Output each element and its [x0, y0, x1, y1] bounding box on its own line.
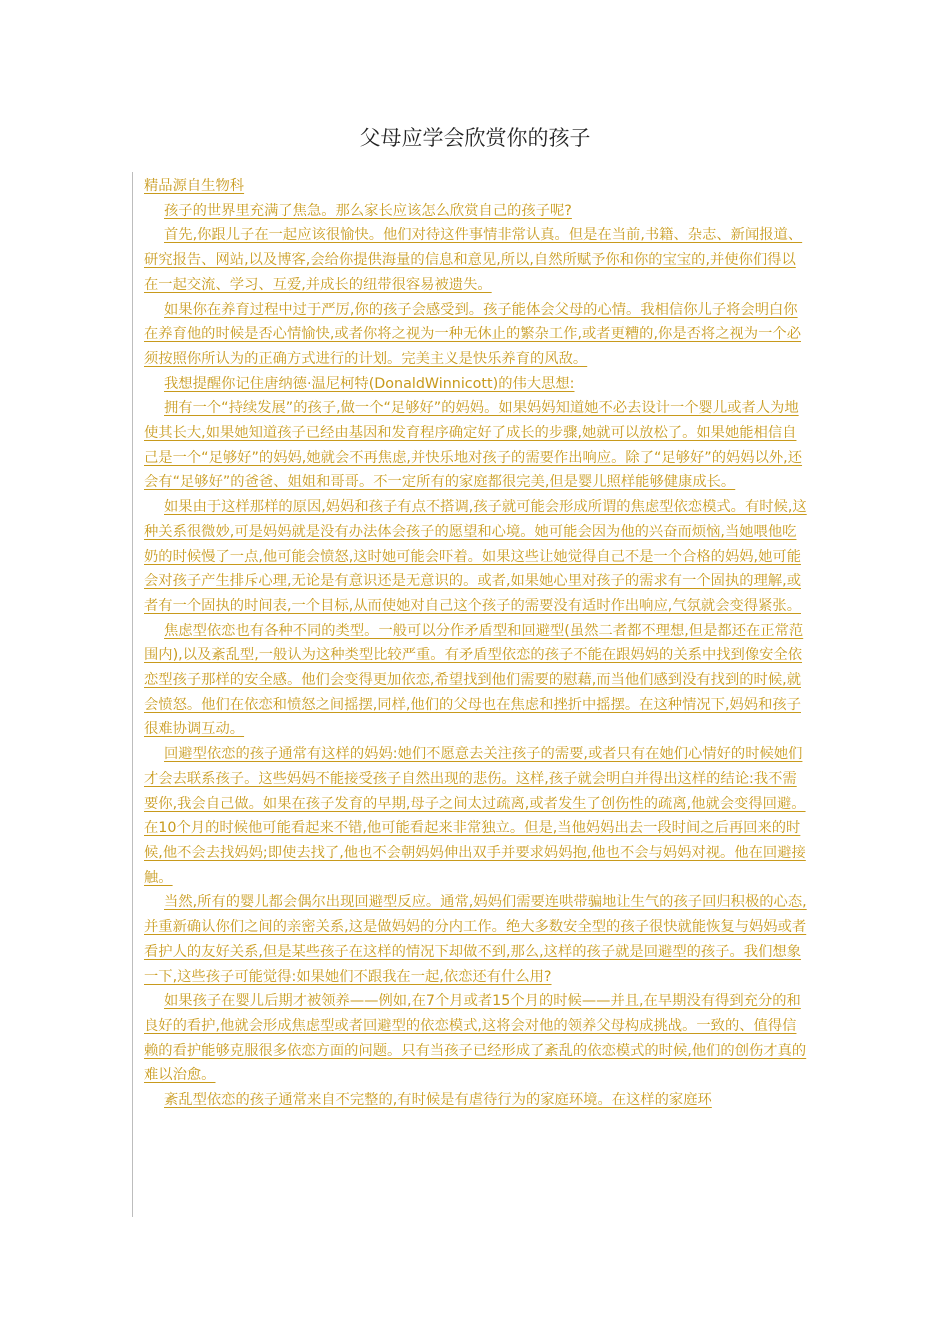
article-body — [144, 173, 808, 1113]
paragraph: 孩子的世界里充满了焦急。那么家长应该怎么欣赏自己的孩子呢? — [164, 202, 572, 219]
paragraph: 如果你在养育过程中过于严厉,你的孩子会感受到。孩子能体会父母的心情。我相信你儿子将会明白你在养育他的时候是否心情愉快,或者你将之视为一种无休止的繁杂工作,或者更糟的,你是否将之视为一个必须按照你所认为的正确方式进行的计划。完美主义是快乐养育的风敌。 — [144, 301, 801, 367]
paragraph: 焦虑型依恋也有各种不同的类型。一般可以分作矛盾型和回避型(虽然二者都不理想,但是都还在正常范围内),以及紊乱型,一般认为这种类型比较严重。有矛盾型依恋的孩子不能在跟妈妈的关系中找到像安全依恋型孩子那样的安全感。他们会变得更加依恋,希望找到他们需要的慰藉,而当他们感到没有找到的时候,就会愤怒。他们在依恋和愤怒之间摇摆,同样,他们的父母也在焦虑和挫折中摇摆。在这种情况下,妈妈和孩子很难协调互动。 — [144, 622, 804, 738]
source-line: 精品源自生物科 — [144, 178, 245, 194]
document-title: 父母应学会欣赏你的孩子 — [359, 126, 591, 150]
paragraph: 我想提醒你记住唐纳德·温尼柯特(DonaldWinnicott)的伟大思想: — [164, 375, 575, 392]
paragraph: 如果孩子在婴儿后期才被领养——例如,在7个月或者15个月的时候——并且,在早期没有得到充分的和良好的看护,他就会形成焦虑型或者回避型的依恋模式,这将会对他的领养父母构成挑战。一致的、值得信赖的看护能够克服很多依恋方面的问题。只有当孩子已经形成了紊乱的依恋模式的时候,他们的创伤才真的难以治愈。 — [144, 993, 807, 1084]
left-border-line — [132, 172, 133, 1217]
paragraph: 当然,所有的婴儿都会偶尔出现回避型反应。通常,妈妈们需要连哄带骗地让生气的孩子回归积极的心态,并重新确认你们之间的亲密关系,这是做妈妈的分内工作。绝大多数安全型的孩子很快就能恢复与妈妈或者看护人的友好关系,但是某些孩子在这样的情况下却做不到,那么,这样的孩子就是回避型的孩子。我们想象一下,这些孩子可能觉得:如果她们不跟我在一起,依恋还有什么用? — [144, 894, 807, 985]
paragraph: 首先,你跟儿子在一起应该很愉快。他们对待这件事情非常认真。但是在当前,书籍、杂志、新闻报道、研究报告、网站,以及博客,会给你提供海量的信息和意见,所以,自然所赋予你和你的宝宝的,并使你们得以在一起交流、学习、互爱,并成长的纽带很容易被遗失。 — [144, 227, 803, 293]
paragraph: 如果由于这样那样的原因,妈妈和孩子有点不搭调,孩子就可能会形成所谓的焦虑型依恋模式。有时候,这种关系很微妙,可是妈妈就是没有办法体会孩子的愿望和心境。她可能会因为他的兴奋而烦恼,当她喂他吃奶的时候慢了一点,他可能会愤怒,这时她可能会吓着。如果这些让她觉得自己不是一个合格的妈妈,她可能会对孩子产生排斥心理,无论是有意识还是无意识的。或者,如果她心里对孩子的需求有一个固执的理解,或者有一个固执的时间表,一个目标,从而使她对自己这个孩子的需要没有适时作出响应,气氛就会变得紧张。 — [144, 499, 807, 614]
paragraph: 回避型依恋的孩子通常有这样的妈妈:她们不愿意去关注孩子的需要,或者只有在她们心情好的时候她们才会去联系孩子。这些妈妈不能接受孩子自然出现的悲伤。这样,孩子就会明白并得出这样的结论:我不需要你,我会自己做。如果在孩子发育的早期,母子之间太过疏离,或者发生了创伤性的疏离,他就会变得回避。在10个月的时候他可能看起来不错,他可能看起来非常独立。但是,当他妈妈出去一段时间之后再回来的时候,他不会去找妈妈;即使去找了,他也不会朝妈妈伸出双手并要求妈妈抱,他也不会与妈妈对视。他在回避接触。 — [144, 746, 806, 886]
paragraph: 拥有一个“持续发展”的孩子,做一个“足够好”的妈妈。如果妈妈知道她不必去设计一个婴儿或者人为地使其长大,如果她知道孩子已经由基因和发育程序确定好了成长的步骤,她就可以放松了。如果她能相信自己是一个“足够好”的妈妈,她就会不再焦虑,并快乐地对孩子的需要作出响应。除了“足够好”的妈妈以外,还会有“足够好”的爸爸、姐姐和哥哥。不一定所有的家庭都很完美,但是婴儿照样能够健康成长。 — [144, 400, 803, 491]
paragraph: 紊乱型依恋的孩子通常来自不完整的,有时候是有虐待行为的家庭环境。在这样的家庭环 — [164, 1092, 712, 1109]
